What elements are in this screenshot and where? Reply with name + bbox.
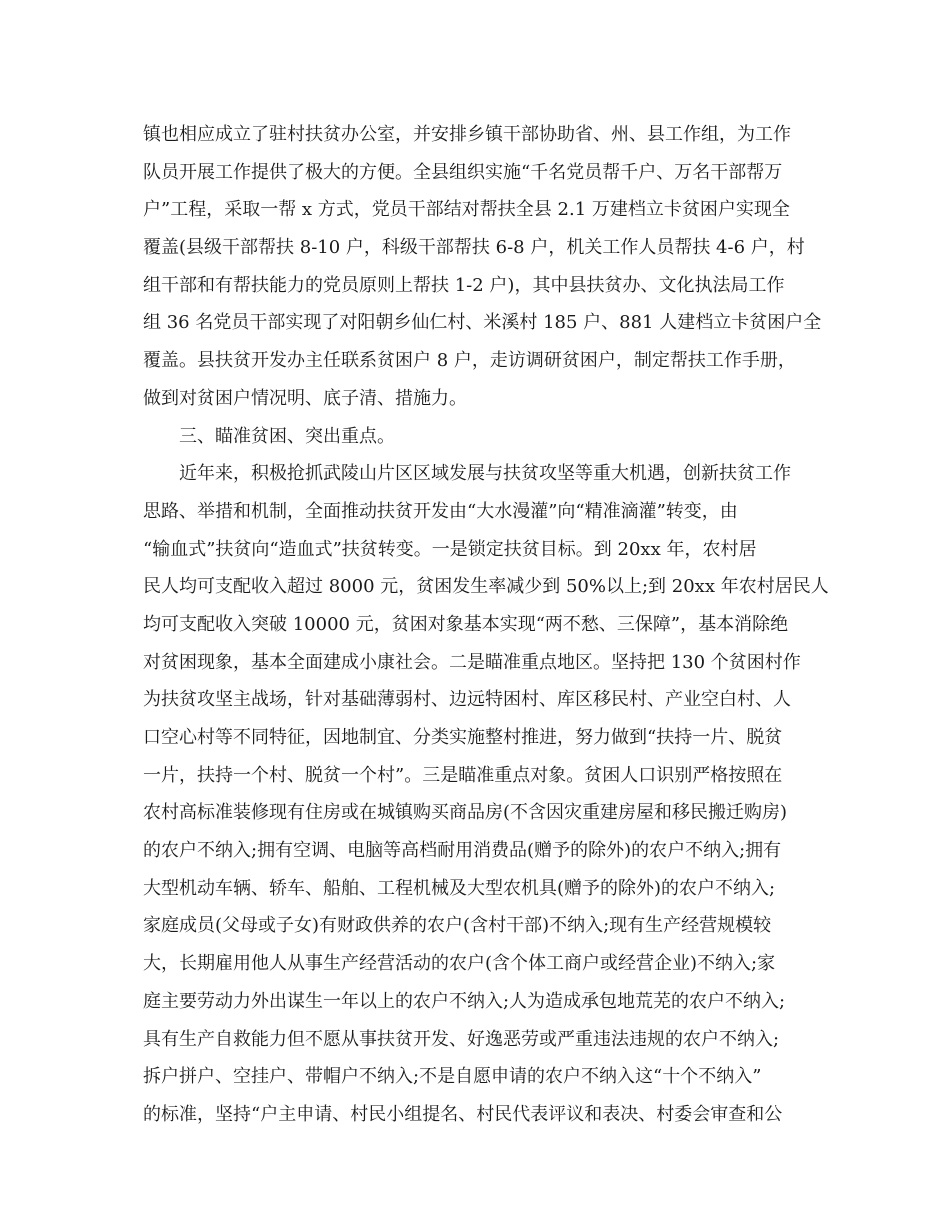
text-line: 农村高标准装修现有住房或在城镇购买商品房(不含因灾重建房屋和移民搬迁购房) <box>143 802 788 824</box>
section-heading: 三、瞄准贫困、突出重点。 <box>179 425 395 447</box>
text-line: 队员开展工作提供了极大的方便。全县组织实施“千名党员帮千户、万名干部帮万 <box>143 161 783 183</box>
text-line: 覆盖(县级干部帮扶 8-10 户，科级干部帮扶 6-8 户，机关工作人员帮扶 4-6 户，村 <box>143 237 805 259</box>
text-line: 家庭成员(父母或子女)有财政供养的农户(含村干部)不纳入;现有生产经营规模较 <box>143 915 772 937</box>
text-line: 的标准，坚持“户主申请、村民小组提名、村民代表评议和表决、村委会审查和公 <box>143 1103 783 1125</box>
text-line: 庭主要劳动力外出谋生一年以上的农户不纳入;人为造成承包地荒芜的农户不纳入; <box>143 990 786 1012</box>
text-line: 镇也相应成立了驻村扶贫办公室，并安排乡镇干部协助省、州、县工作组，为工作 <box>143 124 791 145</box>
text-line: 民人均可支配收入超过 8000 元，贫困发生率减少到 50%以上;到 20xx 年农村居民人 <box>143 576 829 598</box>
text-line: 组干部和有帮扶能力的党员原则上帮扶 1-2 户)，其中县扶贫办、文化执法局工作 <box>143 274 785 296</box>
text-line: 大，长期雇用他人从事生产经营活动的农户(含个体工商户或经营企业)不纳入;家 <box>143 953 776 975</box>
text-line: 对贫困现象，基本全面建成小康社会。二是瞄准重点地区。坚持把 130 个贫困村作 <box>143 651 801 673</box>
text-line: 做到对贫困户情况明、底子清、措施力。 <box>143 387 467 409</box>
text-line: 均可支配收入突破 10000 元，贫困对象基本实现“两不愁、三保障”，基本消除绝 <box>143 613 789 635</box>
text-line: 拆户拼户、空挂户、带帽户不纳入;不是自愿申请的农户不纳入这“十个不纳入” <box>143 1066 762 1088</box>
text-line: 为扶贫攻坚主战场，针对基础薄弱村、边远特困村、库区移民村、产业空白村、人 <box>143 689 791 711</box>
text-line: 组 36 名党员干部实现了对阳朝乡仙仁村、米溪村 185 户、881 人建档立卡贫困户全 <box>143 312 822 334</box>
text-line: 覆盖。县扶贫开发办主任联系贫困户 8 户，走访调研贫困户，制定帮扶工作手册， <box>143 350 796 372</box>
text-line: 思路、举措和机制，全面推动扶贫开发由“大水漫灌”向“精准滴灌”转变，由 <box>143 500 738 522</box>
text-line: 具有生产自救能力但不愿从事扶贫开发、好逸恶劳或严重违法违规的农户不纳入; <box>143 1028 780 1050</box>
text-line: 户”工程，采取一帮 x 方式，党员干部结对帮扶全县 2.1 万建档立卡贫困户实现全 <box>143 199 790 221</box>
body-text <box>143 116 829 1134</box>
text-line: 一片，扶持一个村、脱贫一个村”。三是瞄准重点对象。贫困人口识别严格按照在 <box>143 764 783 786</box>
text-line: 大型机动车辆、轿车、船舶、工程机械及大型农机具(赠予的除外)的农户不纳入; <box>143 877 776 899</box>
text-line: 的农户不纳入;拥有空调、电脑等高档耐用消费品(赠予的除外)的农户不纳入;拥有 <box>143 840 782 862</box>
text-line: 近年来，积极抢抓武陵山片区区域发展与扶贫攻坚等重大机遇，创新扶贫工作 <box>179 463 791 485</box>
text-line: 口空心村等不同特征，因地制宜、分类实施整村推进，努力做到“扶持一片、脱贫 <box>143 727 783 748</box>
text-line: “输血式”扶贫向“造血式”扶贫转变。一是锁定扶贫目标。到 20xx 年，农村居 <box>143 538 757 560</box>
